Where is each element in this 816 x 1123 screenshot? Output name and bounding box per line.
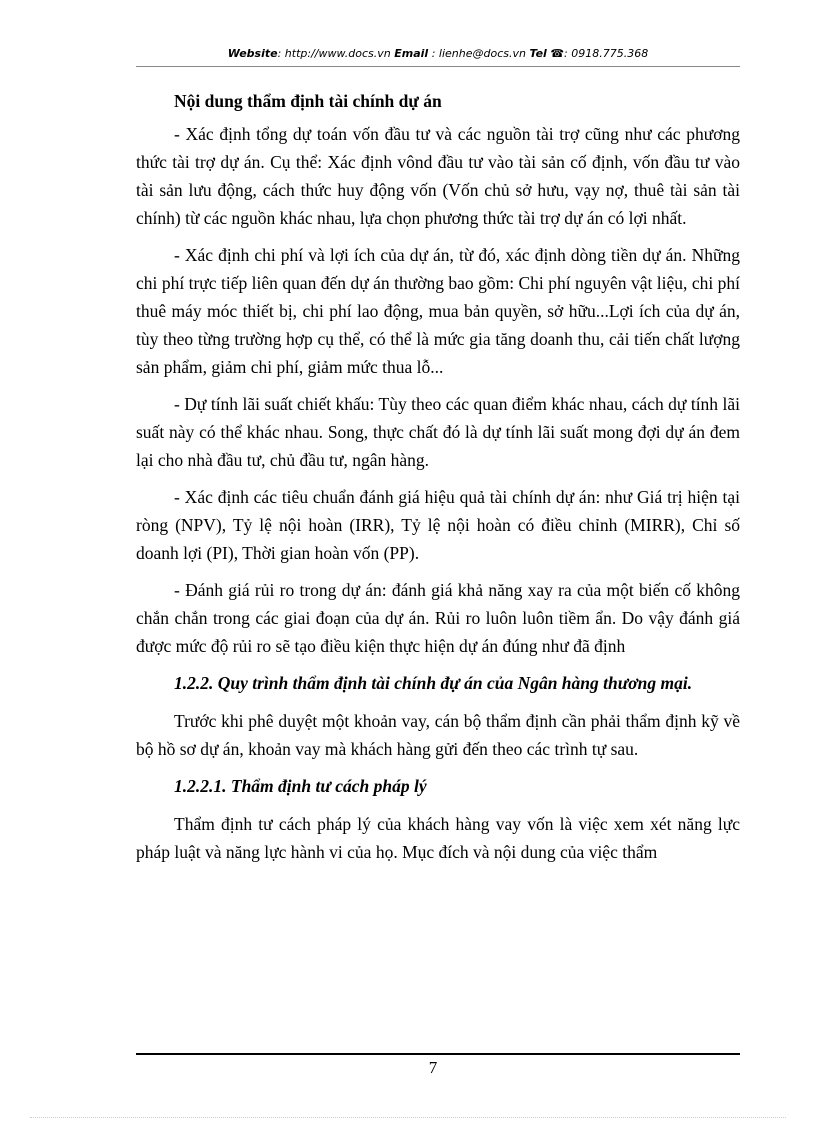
website-label: Website — [227, 47, 278, 60]
paragraph: - Xác định chi phí và lợi ích của dự án, từ đó, xác định dòng tiền dự án. Những chi phí trực tiếp liên quan đến dự án thường bao gồm: Chi phí nguyên vật liệu, chi phí thuê máy móc thiết bị, chi phí lao động, mua bản quyền, sở hữu...Lợi ích của dự án, tùy theo từng trường hợp cụ thể, có thể là mức gia tăng doanh thu, cải tiến chất lượng sản phẩm, giảm chi phí, giảm mức thua lỗ... — [136, 245, 740, 377]
email-label: Email — [394, 47, 429, 60]
email-value: : lienhe@docs.vn — [428, 47, 530, 60]
tel-value: : 0918.775.368 — [564, 47, 649, 60]
tel-label: Tel — [529, 47, 547, 60]
section-paragraph: Trước khi phê duyệt một khoản vay, cán bộ thẩm định cần phải thẩm định kỹ về bộ hồ sơ dự án, khoản vay mà khách hàng gửi đến theo các trình tự sau. — [136, 711, 740, 759]
document-body — [136, 88, 740, 875]
paragraph: - Đánh giá rủi ro trong dự án: đánh giá khả năng xay ra của một biến cố không chắn chắn trong các giai đoạn của dự án. Rủi ro luôn luôn tiềm ẩn. Do vậy đánh giá được mức độ rủi ro sẽ tạo điều kiện thực hiện dự án đúng như đã định — [136, 580, 740, 656]
page-edge-dots — [30, 1117, 786, 1118]
footer-divider — [136, 1053, 740, 1055]
header-divider — [136, 66, 740, 67]
subsection-heading: 1.2.2.1. Thẩm định tư cách pháp lý — [174, 776, 427, 796]
page-number: 7 — [428, 1058, 438, 1077]
section-heading: 1.2.2. Quy trình thẩm định tài chính đự án của Ngân hàng thương mại. — [174, 673, 693, 693]
website-value: : http://www.docs.vn — [277, 47, 395, 60]
paragraph: - Xác định tổng dự toán vốn đầu tư và các nguồn tài trợ cũng như các phương thức tài trợ dự án. Cụ thể: Xác định vônd đầu tư vào tài sản cố định, vốn đầu tư vào tài sản lưu động, cách thức huy động vốn (Vốn chủ sở hưu, vạy nợ, thuê tài sản tài chính) từ các nguồn khác nhau, lựa chọn phương thức tài trợ dự án có lợi nhất. — [136, 124, 740, 228]
paragraph: - Dự tính lãi suất chiết khấu: Tùy theo các quan điểm khác nhau, cách dự tính lãi suất này có thể khác nhau. Song, thực chất đó là dự tính lãi suất mong đợi dự án đem lại cho nhà đầu tư, chủ đầu tư, ngân hàng. — [136, 394, 740, 470]
content-heading: Nội dung thẩm định tài chính dự án — [174, 91, 442, 111]
paragraph: - Xác định các tiêu chuẩn đánh giá hiệu quả tài chính dự án: như Giá trị hiện tại ròng (NPV), Tỷ lệ nội hoàn (IRR), Tỷ lệ nội hoàn có điều chỉnh (MIRR), Chỉ số doanh lợi (PI), Thời gian hoàn vốn (PP). — [136, 487, 740, 563]
subsection-paragraph: Thẩm định tư cách pháp lý của khách hàng vay vốn là việc xem xét năng lực pháp luật và năng lực hành vi của họ. Mục đích và nội dung của việc thẩm — [136, 814, 740, 862]
phone-icon: ☎ — [550, 47, 565, 60]
page-header — [136, 47, 740, 60]
